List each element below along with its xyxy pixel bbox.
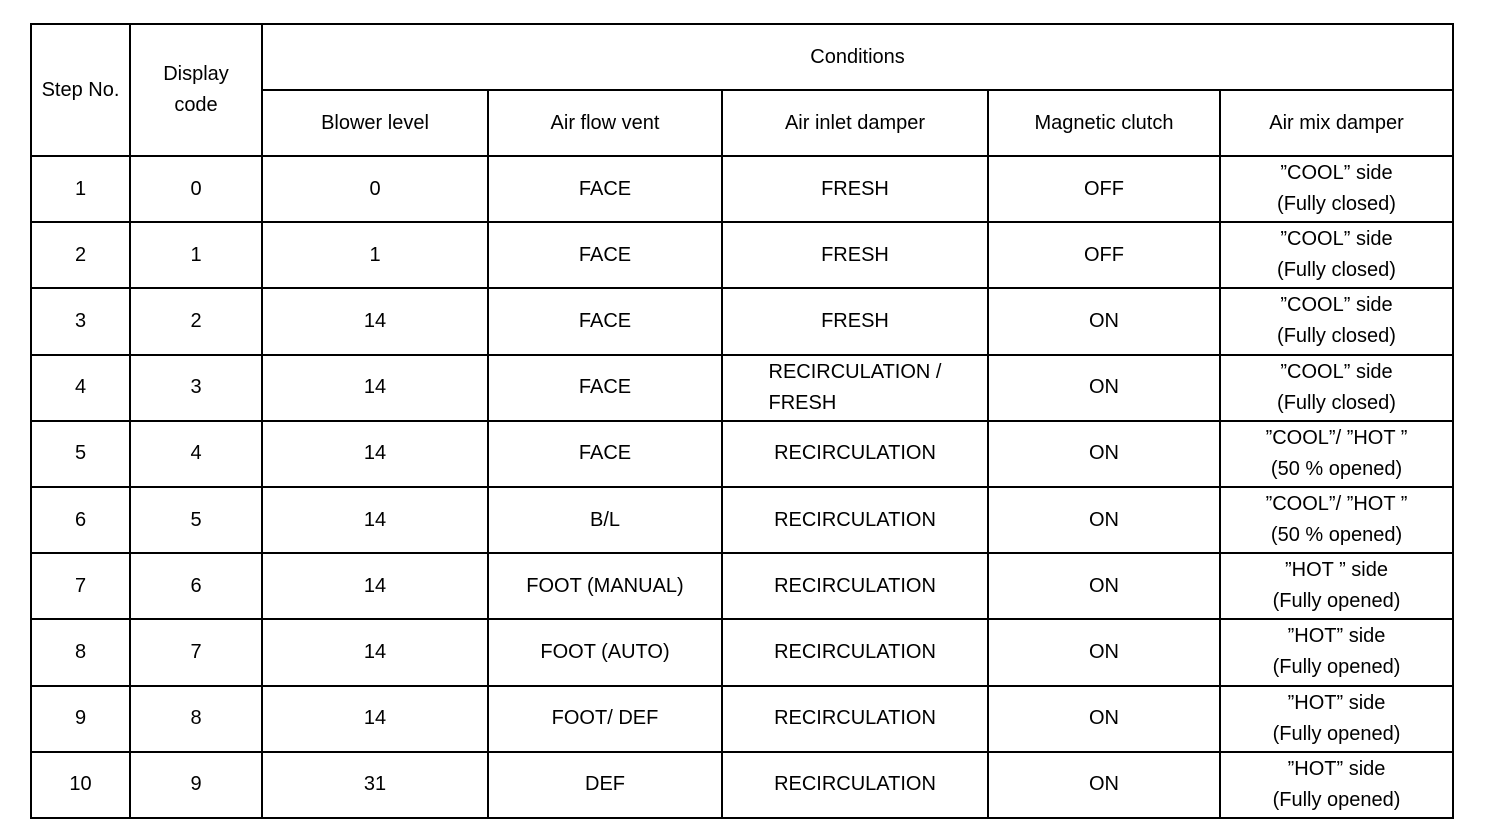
table-row [31, 355, 1453, 421]
cell-air-inlet-damper [722, 355, 988, 421]
table-row [31, 222, 1453, 288]
header-display-code-line2: code [174, 94, 218, 116]
table-row [31, 686, 1453, 752]
cell-air-inlet-damper [722, 686, 988, 752]
cell-display-code: 6 [130, 553, 262, 619]
cell-air-mix-line1: ”HOT” side [1287, 757, 1386, 780]
cell-air-mix-damper [1220, 553, 1453, 619]
cell-air-inlet-line1: RECIRCULATION [774, 707, 936, 730]
cell-air-mix-line2: (Fully opened) [1272, 656, 1401, 679]
cell-magnetic-clutch: OFF [988, 222, 1220, 288]
cell-display-code: 9 [130, 752, 262, 818]
cell-magnetic-clutch: ON [988, 421, 1220, 487]
conditions-table [30, 23, 1454, 819]
table-row [31, 156, 1453, 222]
table-row [31, 553, 1453, 619]
cell-magnetic-clutch: ON [988, 288, 1220, 354]
cell-air-mix-line2: (Fully closed) [1277, 193, 1396, 216]
header-air-inlet-damper: Air inlet damper [722, 90, 988, 156]
header-blower-level: Blower level [262, 90, 488, 156]
cell-air-flow-vent: FACE [488, 355, 722, 421]
cell-air-mix-line2: (Fully closed) [1277, 259, 1396, 282]
cell-air-mix-damper [1220, 156, 1453, 222]
cell-air-inlet-damper [722, 619, 988, 685]
table-row [31, 752, 1453, 818]
cell-step-no: 10 [31, 752, 130, 818]
cell-air-inlet-damper [722, 421, 988, 487]
cell-air-inlet-line1: FRESH [821, 309, 889, 332]
cell-step-no: 9 [31, 686, 130, 752]
cell-air-inlet-block [769, 357, 942, 419]
cell-air-inlet-damper [722, 156, 988, 222]
cell-magnetic-clutch: ON [988, 553, 1220, 619]
cell-magnetic-clutch: ON [988, 619, 1220, 685]
header-air-flow-vent: Air flow vent [488, 90, 722, 156]
cell-air-inlet-line1: RECIRCULATION [774, 442, 936, 465]
cell-air-mix-line1: ”COOL”/ ”HOT ” [1265, 493, 1408, 516]
cell-air-mix-line2: (50 % opened) [1270, 524, 1403, 547]
cell-step-no: 1 [31, 156, 130, 222]
cell-display-code: 2 [130, 288, 262, 354]
cell-air-mix-line2: (Fully opened) [1272, 788, 1401, 811]
cell-air-inlet-damper [722, 288, 988, 354]
cell-air-flow-vent: FACE [488, 421, 722, 487]
header-air-mix-damper: Air mix damper [1220, 90, 1453, 156]
cell-blower-level: 1 [262, 222, 488, 288]
cell-display-code: 0 [130, 156, 262, 222]
cell-blower-level: 14 [262, 686, 488, 752]
cell-air-mix-damper [1220, 686, 1453, 752]
cell-magnetic-clutch: ON [988, 752, 1220, 818]
cell-air-mix-damper [1220, 421, 1453, 487]
cell-blower-level: 14 [262, 288, 488, 354]
cell-air-inlet-line2: FRESH [768, 391, 837, 414]
cell-display-code: 7 [130, 619, 262, 685]
cell-air-inlet-line1: RECIRCULATION [774, 640, 936, 663]
cell-display-code: 8 [130, 686, 262, 752]
cell-air-inlet-damper [722, 752, 988, 818]
cell-blower-level: 14 [262, 619, 488, 685]
cell-step-no: 7 [31, 553, 130, 619]
cell-air-mix-damper [1220, 288, 1453, 354]
cell-air-mix-line1: ”COOL” side [1280, 228, 1393, 251]
cell-magnetic-clutch: OFF [988, 156, 1220, 222]
cell-air-flow-vent: FOOT/ DEF [488, 686, 722, 752]
cell-air-mix-line2: (Fully opened) [1272, 722, 1401, 745]
cell-magnetic-clutch: ON [988, 487, 1220, 553]
cell-air-flow-vent: FACE [488, 288, 722, 354]
cell-air-mix-damper [1220, 222, 1453, 288]
cell-air-mix-line1: ”HOT ” side [1285, 559, 1388, 582]
table-row [31, 288, 1453, 354]
cell-blower-level: 31 [262, 752, 488, 818]
cell-air-mix-damper [1220, 355, 1453, 421]
table-row [31, 421, 1453, 487]
cell-air-mix-line2: (50 % opened) [1270, 457, 1403, 480]
cell-air-inlet-damper [722, 487, 988, 553]
header-magnetic-clutch: Magnetic clutch [988, 90, 1220, 156]
cell-display-code: 4 [130, 421, 262, 487]
cell-air-inlet-line1: RECIRCULATION [774, 574, 936, 597]
header-row-top [31, 24, 1453, 90]
cell-air-flow-vent: DEF [488, 752, 722, 818]
cell-air-mix-damper [1220, 619, 1453, 685]
cell-air-mix-line1: ”COOL” side [1280, 162, 1393, 185]
table-row [31, 487, 1453, 553]
cell-air-inlet-damper [722, 222, 988, 288]
cell-air-flow-vent: B/L [488, 487, 722, 553]
cell-air-mix-line1: ”COOL”/ ”HOT ” [1265, 426, 1408, 449]
header-display-code-line1: Display [163, 63, 229, 85]
header-display-code [130, 24, 262, 156]
cell-air-mix-line1: ”HOT” side [1287, 691, 1386, 714]
cell-magnetic-clutch: ON [988, 355, 1220, 421]
table-row [31, 619, 1453, 685]
cell-air-mix-line1: ”HOT” side [1287, 625, 1386, 648]
cell-air-inlet-line1: RECIRCULATION [774, 508, 936, 531]
cell-air-inlet-line1: RECIRCULATION / [768, 360, 942, 383]
cell-air-flow-vent: FACE [488, 222, 722, 288]
cell-air-flow-vent: FOOT (AUTO) [488, 619, 722, 685]
cell-blower-level: 0 [262, 156, 488, 222]
cell-air-mix-damper [1220, 487, 1453, 553]
cell-air-mix-line1: ”COOL” side [1280, 294, 1393, 317]
cell-air-inlet-line1: FRESH [821, 177, 889, 200]
cell-air-mix-line2: (Fully closed) [1277, 391, 1396, 414]
header-conditions: Conditions [262, 24, 1453, 90]
header-step-no: Step No. [31, 24, 130, 156]
cell-air-flow-vent: FACE [488, 156, 722, 222]
cell-step-no: 4 [31, 355, 130, 421]
cell-step-no: 3 [31, 288, 130, 354]
cell-air-flow-vent: FOOT (MANUAL) [488, 553, 722, 619]
cell-step-no: 2 [31, 222, 130, 288]
document-page [30, 23, 1452, 819]
cell-blower-level: 14 [262, 355, 488, 421]
cell-air-mix-line2: (Fully opened) [1272, 590, 1401, 613]
cell-blower-level: 14 [262, 553, 488, 619]
cell-step-no: 8 [31, 619, 130, 685]
cell-magnetic-clutch: ON [988, 686, 1220, 752]
cell-air-mix-damper [1220, 752, 1453, 818]
cell-display-code: 5 [130, 487, 262, 553]
cell-air-mix-line2: (Fully closed) [1277, 325, 1396, 348]
cell-display-code: 3 [130, 355, 262, 421]
cell-air-mix-line1: ”COOL” side [1280, 360, 1393, 383]
cell-air-inlet-line1: FRESH [821, 243, 889, 266]
cell-step-no: 5 [31, 421, 130, 487]
cell-air-inlet-damper [722, 553, 988, 619]
cell-air-inlet-line1: RECIRCULATION [774, 773, 936, 796]
cell-display-code: 1 [130, 222, 262, 288]
cell-step-no: 6 [31, 487, 130, 553]
cell-blower-level: 14 [262, 421, 488, 487]
cell-blower-level: 14 [262, 487, 488, 553]
